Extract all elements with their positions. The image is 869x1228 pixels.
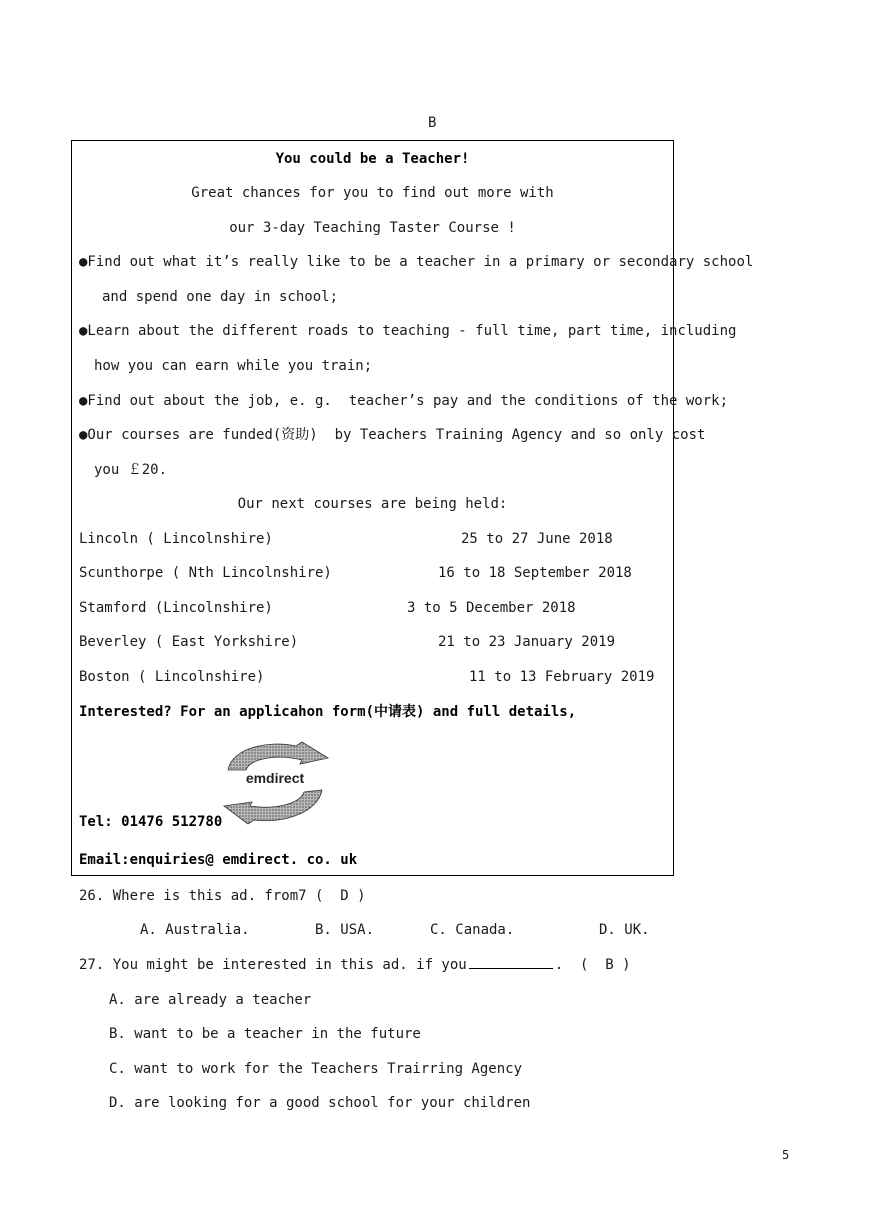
option-c: C. want to work for the Teachers Trairring Agency xyxy=(109,1061,523,1077)
contact-email: Email:enquiries@ emdirect. co. uk xyxy=(79,852,358,868)
ad-headline: You could be a Teacher! xyxy=(275,151,470,167)
bullet-3-line-1: ●Find out about the job, e. g. teacher’s pay and the conditions of the work; xyxy=(79,393,729,409)
schedule-place: Boston ( Lincolnshire) xyxy=(79,669,265,685)
contact-phone: Tel: 01476 512780 xyxy=(79,814,223,830)
bullet-2-line-1: ●Learn about the different roads to teaching - full time, part time, including xyxy=(79,323,737,339)
schedule-title: Our next courses are being held: xyxy=(237,496,508,512)
schedule-dates: 21 to 23 January 2019 xyxy=(438,634,616,650)
page-number: 5 xyxy=(782,1148,790,1162)
ad-intro-line-2: our 3-day Teaching Taster Course ! xyxy=(229,220,516,236)
schedule-place: Beverley ( East Yorkshire) xyxy=(79,634,299,650)
option-b: B. USA. xyxy=(315,922,375,938)
question-27-stem-start: 27. You might be interested in this ad. if you xyxy=(79,957,467,973)
question-27-stem-end: . ( B ) xyxy=(554,957,631,973)
schedule-place: Lincoln ( Lincolnshire) xyxy=(79,531,273,547)
bullet-1-line-2: and spend one day in school; xyxy=(102,289,339,305)
emdirect-logo xyxy=(218,740,332,826)
bullet-1-line-1: ●Find out what it’s really like to be a teacher in a primary or secondary school xyxy=(79,254,754,270)
schedule-dates: 16 to 18 September 2018 xyxy=(438,565,632,581)
schedule-dates: 11 to 13 February 2019 xyxy=(469,669,655,685)
question-27-stem xyxy=(79,956,631,974)
section-letter: B xyxy=(428,115,437,131)
bullet-4-line-1: ●Our courses are funded(资助) by Teachers Training Agency and so only cost xyxy=(79,427,706,443)
schedule-dates: 3 to 5 December 2018 xyxy=(407,600,576,616)
option-d: D. are looking for a good school for your children xyxy=(109,1095,531,1111)
question-26-stem: 26. Where is this ad. from7 ( D ) xyxy=(79,888,366,904)
answer-blank xyxy=(469,956,553,969)
schedule-place: Scunthorpe ( Nth Lincolnshire) xyxy=(79,565,332,581)
contact-intro: Interested? For an applicahon form(中请表) and full details, xyxy=(79,704,577,720)
bullet-2-line-2: how you can earn while you train; xyxy=(94,358,373,374)
schedule-place: Stamford (Lincolnshire) xyxy=(79,600,273,616)
option-a: A. Australia. xyxy=(140,922,250,938)
option-c: C. Canada. xyxy=(430,922,515,938)
ad-intro-line-1: Great chances for you to find out more with xyxy=(191,185,554,201)
option-d: D. UK. xyxy=(599,922,650,938)
logo-text: emdirect xyxy=(245,770,305,786)
option-a: A. are already a teacher xyxy=(109,992,312,1008)
bullet-4-line-2: you ￡20. xyxy=(94,462,168,478)
schedule-dates: 25 to 27 June 2018 xyxy=(461,531,613,547)
option-b: B. want to be a teacher in the future xyxy=(109,1026,421,1042)
